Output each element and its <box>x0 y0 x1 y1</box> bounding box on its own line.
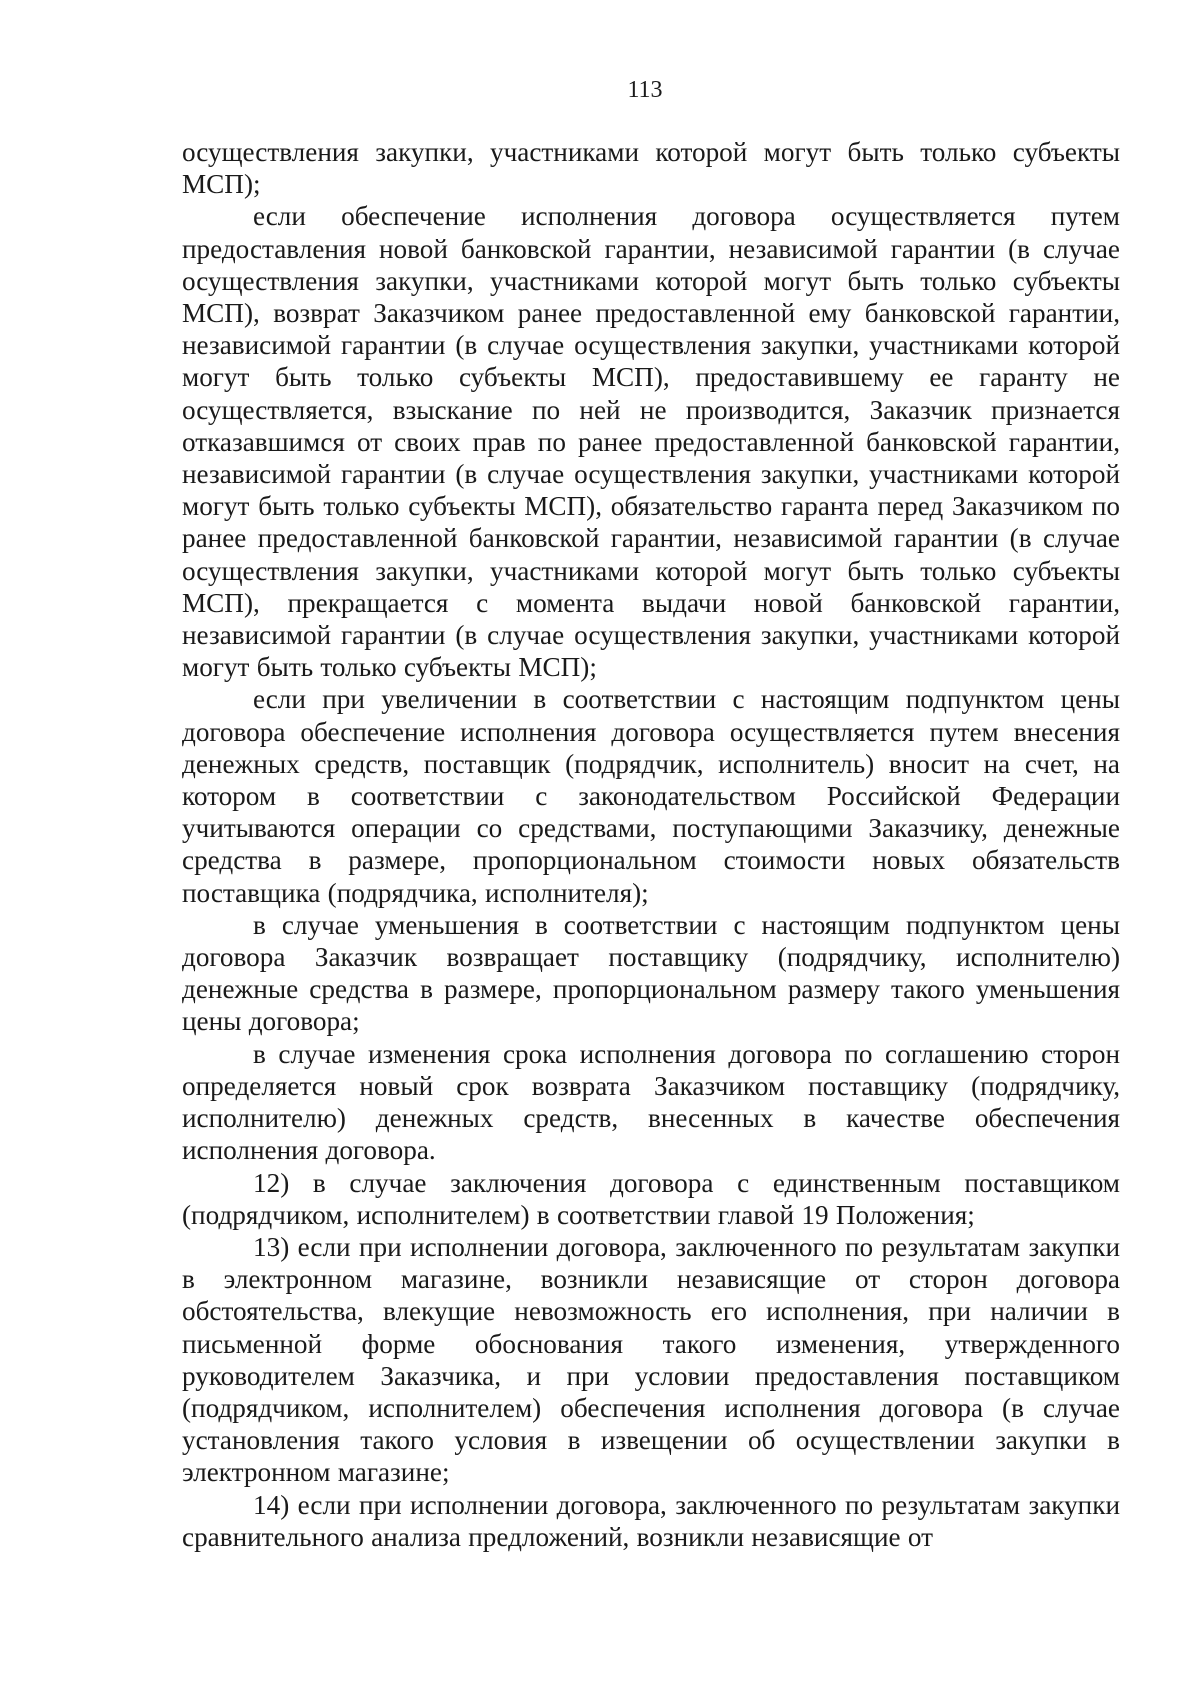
paragraph-2: если обеспечение исполнения договора осуществляется путем предоставления новой банковской гарантии, независимой гарантии (в случае осуществления закупки, участниками которой могут быть только субъекты МСП), возврат Заказчиком ранее предоставленной ему банковской гарантии, независимой гарантии (в случае осуществления закупки, участниками которой могут быть только субъекты МСП), предоставившему ее гаранту не осуществляется, взыскание по ней не производится, Заказчик признается отказавшимся от своих прав по ранее предоставленной банковской гарантии, независимой гарантии (в случае осуществления закупки, участниками которой могут быть только субъекты МСП), обязательство гаранта перед Заказчиком по ранее предоставленной банковской гарантии, независимой гарантии (в случае осуществления закупки, участниками которой могут быть только субъекты МСП), прекращается с момента выдачи новой банковской гарантии, независимой гарантии (в случае осуществления закупки, участниками которой могут быть только субъекты МСП); <box>182 201 1120 683</box>
paragraph-item-13: 13) если при исполнении договора, заключенного по результатам закупки в электронном магазине, возникли независящие от сторон договора обстоятельства, влекущие невозможность его исполнения, при наличии в письменной форме обоснования такого изменения, утвержденного руководителем Заказчика, и при условии предоставления поставщиком (подрядчиком, исполнителем) обеспечения исполнения договора (в случае установления такого условия в извещении об осуществлении закупки в электронном магазине; <box>182 1231 1120 1488</box>
page-number: 113 <box>627 77 663 103</box>
paragraph-item-14: 14) если при исполнении договора, заключенного по результатам закупки сравнительного анализа предложений, возникли независящие от <box>182 1489 1120 1552</box>
paragraph-4: в случае уменьшения в соответствии с настоящим подпунктом цены договора Заказчик возвращает поставщику (подрядчику, исполнителю) денежные средства в размере, пропорциональном размеру такого уменьшения цены договора; <box>182 909 1120 1037</box>
paragraph-item-12: 12) в случае заключения договора с единственным поставщиком (подрядчиком, исполнителем) в соответствии главой 19 Положения; <box>182 1167 1120 1230</box>
document-body <box>182 136 1120 1553</box>
paragraph-1: осуществления закупки, участниками которой могут быть только субъекты МСП); <box>182 137 1120 200</box>
paragraph-3: если при увеличении в соответствии с настоящим подпунктом цены договора обеспечение исполнения договора осуществляется путем внесения денежных средств, поставщик (подрядчик, исполнитель) вносит на счет, на котором в соответствии с законодательством Российской Федерации учитываются операции со средствами, поступающими Заказчику, денежные средства в размере, пропорциональном стоимости новых обязательств поставщика (подрядчика, исполнителя); <box>182 684 1120 908</box>
paragraph-5: в случае изменения срока исполнения договора по соглашению сторон определяется новый срок возврата Заказчиком поставщику (подрядчику, исполнителю) денежных средств, внесенных в качестве обеспечения исполнения договора. <box>182 1038 1120 1166</box>
